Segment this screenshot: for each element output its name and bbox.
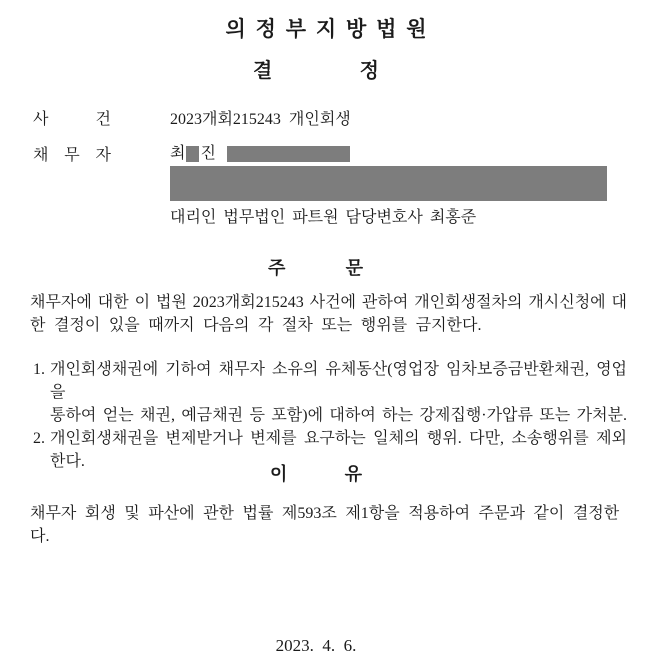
case-number-value: 2023개회215243 개인회생 <box>170 111 351 128</box>
case-label: 사 건 <box>33 111 111 128</box>
list-item-line: 통하여 얻는 채권, 예금채권 등 포함)에 대하여 하는 강제집행·가압류 또는 가처분. <box>50 407 627 424</box>
debtor-label: 채 무 자 <box>33 147 111 164</box>
list-item-marker: 1. <box>33 361 45 378</box>
representative-line: 대리인 법무법인 파트원 담당변호사 최홍준 <box>170 209 477 226</box>
list-item-line: 한다. <box>50 453 85 470</box>
order-title-right: 문 <box>345 258 363 278</box>
order-paragraph-line: 채무자에 대한 이 법원 2023개회215243 사건에 관하여 개인회생절차의 개시신청에 대 <box>30 294 627 311</box>
order-paragraph <box>30 291 627 337</box>
reason-title-right: 유 <box>344 464 362 484</box>
debtor-surname: 최 <box>170 145 186 162</box>
redaction-box-name-char <box>186 146 199 162</box>
redaction-box-address <box>170 166 607 201</box>
document-title <box>253 61 379 81</box>
document-title-right: 정 <box>359 60 379 82</box>
decision-date: 2023. 4. 6. <box>275 636 357 655</box>
reason-paragraph-line: 채무자 회생 및 파산에 관한 법률 제593조 제1항을 적용하여 주문과 같이 결정한다. <box>30 505 620 545</box>
list-item-marker: 2. <box>33 430 45 447</box>
reason-title-left: 이 <box>270 464 288 484</box>
list-item <box>33 358 627 427</box>
document-title-left: 결 <box>253 60 273 82</box>
reason-section-title <box>270 465 362 483</box>
redaction-box-id-number <box>227 146 350 162</box>
order-section-title <box>268 259 363 277</box>
debtor-name <box>170 146 350 162</box>
debtor-given-name: 진 <box>200 145 216 162</box>
order-title-left: 주 <box>268 258 286 278</box>
order-list <box>30 358 627 473</box>
court-name-title: 의 정 부 지 방 법 원 <box>225 18 429 41</box>
list-item-line: 개인회생채권에 기하여 채무자 소유의 유체동산(영업장 임차보증금반환채권, 영업을 <box>50 361 627 401</box>
order-paragraph-line: 한 결정이 있을 때까지 다음의 각 절차 또는 행위를 금지한다. <box>30 317 482 334</box>
reason-paragraph <box>30 502 627 548</box>
list-item-text <box>50 358 627 427</box>
list-item-line: 개인회생채권을 변제받거나 변제를 요구하는 일체의 행위. 다만, 소송행위를 제외 <box>50 430 627 447</box>
